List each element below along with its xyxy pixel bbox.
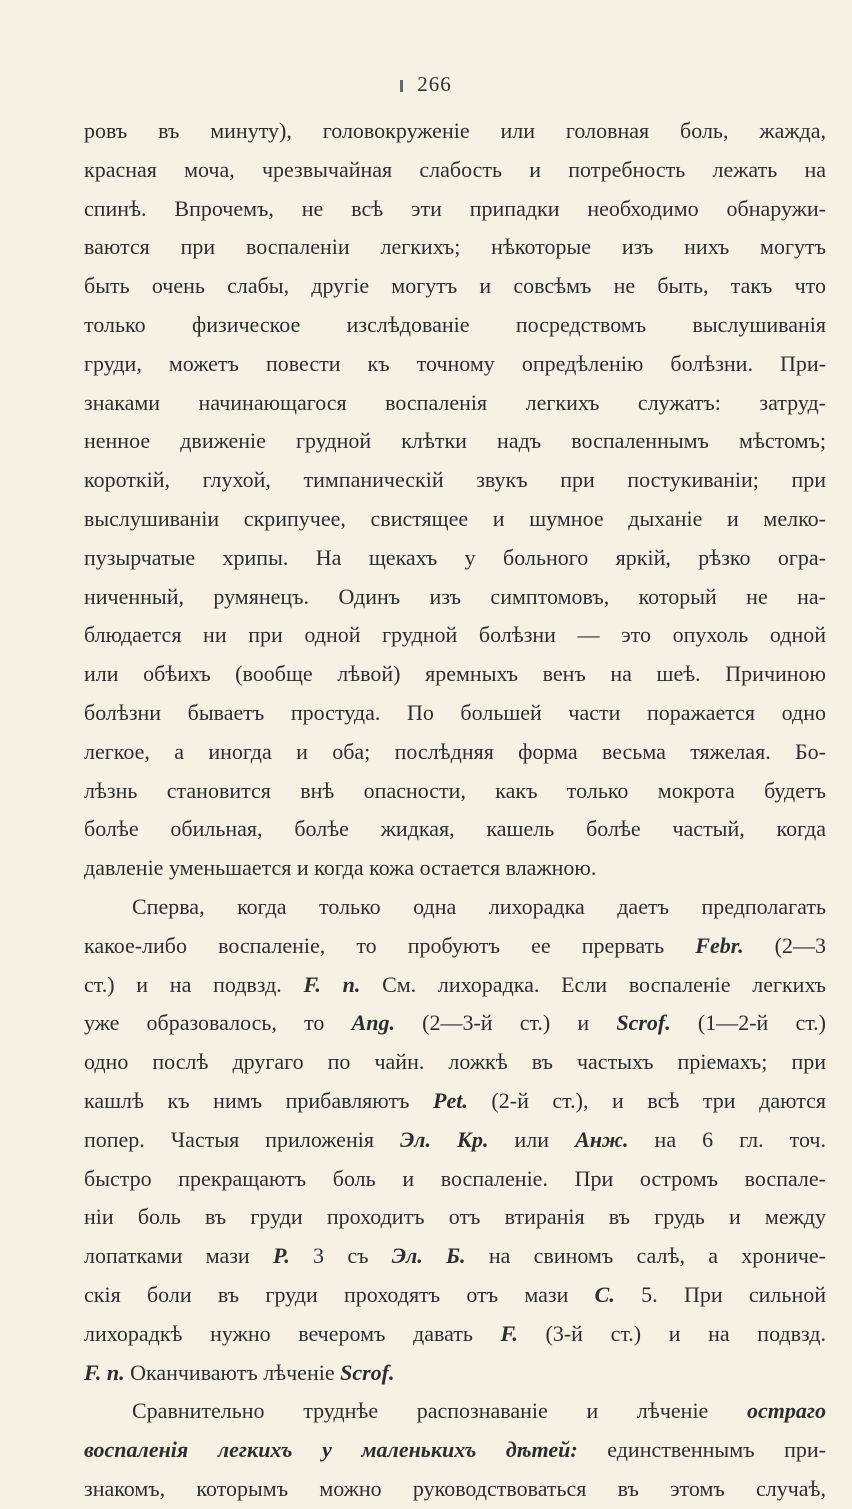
text-line — [84, 1004, 826, 1043]
body-text — [84, 112, 826, 1509]
text-line: блюдается ни при одной грудной болѣзни — это опухоль одной — [84, 622, 826, 648]
text-segment: ст.) и на подвзд. — [84, 971, 304, 997]
emphasized-text: F. — [500, 1320, 518, 1346]
emphasized-text: воспаленія легкихъ у маленькихъ дѣтей: — [84, 1437, 578, 1463]
text-line: спинѣ. Впрочемъ, не всѣ эти припадки необходимо обнаружи- — [84, 195, 826, 221]
emphasized-text: Scrof. — [340, 1359, 395, 1385]
text-line — [84, 1392, 826, 1431]
text-line — [84, 1082, 826, 1121]
text-segment: на свиномъ салѣ, а хрониче- — [465, 1243, 826, 1269]
text-segment: См. лихорадка. Если воспаленіе легкихъ — [360, 971, 826, 997]
emphasized-text: Эл. Б. — [391, 1243, 466, 1269]
text-segment: кашлѣ къ нимъ прибавляютъ — [84, 1087, 434, 1113]
text-line: давленіе уменьшается и когда кожа остается влажною. — [84, 855, 597, 881]
text-line — [84, 1315, 826, 1354]
page-number-text: 266 — [417, 72, 452, 96]
margin-mark — [400, 80, 403, 92]
text-line: ненное движеніе грудной клѣтки надъ воспаленнымъ мѣстомъ; — [84, 428, 826, 454]
text-line: быть очень слабы, другіе могутъ и совсѣмъ не быть, такъ что — [84, 273, 826, 299]
text-line — [84, 1237, 826, 1276]
text-line: пузырчатые хрипы. На щекахъ у больного яркій, рѣзко огра- — [84, 544, 826, 570]
text-line: знаками начинающагося воспаленія легкихъ служатъ: затруд- — [84, 389, 826, 415]
emphasized-text: Анж. — [575, 1126, 629, 1152]
text-line: Сперва, когда только одна лихорадка даетъ предполагать — [132, 893, 826, 919]
text-line — [84, 1276, 826, 1315]
text-segment: лопатками мази — [84, 1243, 273, 1269]
text-segment: 5. При сильной — [614, 1281, 826, 1307]
text-line: болѣзни бываетъ простуда. По большей части поражается одно — [84, 699, 826, 725]
text-segment: какое-либо воспаленіе, то пробуютъ ее прервать — [84, 932, 696, 958]
text-segment: на 6 гл. точ. — [628, 1126, 826, 1152]
emphasized-text: Ang. — [351, 1010, 395, 1036]
text-line — [84, 927, 826, 966]
text-segment: Сравнительно труднѣе распознаваніе и лѣченіе — [132, 1398, 747, 1424]
emphasized-text: С. — [594, 1281, 615, 1307]
text-line: выслушиваніи скрипучее, свистящее и шумное дыханіе и мелко- — [84, 505, 826, 531]
text-line — [84, 1354, 826, 1393]
page-number — [0, 72, 852, 97]
text-segment: (2-й ст.), и всѣ три даются — [467, 1087, 826, 1113]
text-segment: скія боли въ груди проходятъ отъ мази — [84, 1281, 595, 1307]
emphasized-text: Scrof. — [616, 1010, 671, 1036]
text-line: только физическое изслѣдованіе посредствомъ выслушиванія — [84, 311, 826, 337]
text-line — [84, 1121, 826, 1160]
emphasized-text: Р. — [272, 1243, 290, 1269]
text-line: одно послѣ другаго по чайн. ложкѣ въ частыхъ пріемахъ; при — [84, 1049, 826, 1075]
text-segment: попер. Частыя приложенія — [84, 1126, 401, 1152]
text-line: короткій, глухой, тимпаническій звукъ при постукиваніи; при — [84, 467, 826, 493]
text-line: красная моча, чрезвычайная слабость и потребность лежать на — [84, 156, 826, 182]
text-segment: 3 съ — [289, 1243, 392, 1269]
text-line: ніи боль въ груди проходитъ отъ втиранія въ грудь и между — [84, 1204, 826, 1230]
text-line: или обѣихъ (вообще лѣвой) яремныхъ венъ на шеѣ. Причиною — [84, 661, 826, 687]
text-segment: (2—3-й ст.) и — [394, 1010, 617, 1036]
emphasized-text: Febr. — [695, 932, 744, 958]
text-line: знакомъ, которымъ можно руководствоваться въ этомъ случаѣ, — [84, 1475, 826, 1501]
text-segment: лихорадкѣ нужно вечеромъ давать — [84, 1320, 501, 1346]
text-line: ниченный, румянецъ. Одинъ изъ симптомовъ, который не на- — [84, 583, 826, 609]
emphasized-text: остраго — [747, 1398, 826, 1424]
text-segment: уже образовалось, то — [84, 1010, 352, 1036]
text-line: легкое, а иногда и оба; послѣдняя форма весьма тяжелая. Бо- — [84, 738, 826, 764]
text-line — [84, 966, 826, 1005]
text-segment: или — [488, 1126, 576, 1152]
text-segment: Оканчиваютъ лѣченіе — [124, 1359, 341, 1385]
emphasized-text: F. n. — [303, 971, 361, 997]
text-line: быстро прекращаютъ боль и воспаленіе. При остромъ воспале- — [84, 1165, 826, 1191]
text-line: ваются при воспаленіи легкихъ; нѣкоторые изъ нихъ могутъ — [84, 234, 826, 260]
text-segment: (2—3 — [743, 932, 826, 958]
emphasized-text: Эл. Кр. — [400, 1126, 489, 1152]
emphasized-text: F. n. — [84, 1359, 125, 1385]
text-segment: (3-й ст.) и на подвзд. — [517, 1320, 826, 1346]
text-line: лѣзнь становится внѣ опасности, какъ только мокрота будетъ — [84, 777, 826, 803]
text-line — [84, 1431, 826, 1470]
text-line: болѣе обильная, болѣе жидкая, кашель болѣе частый, когда — [84, 816, 826, 842]
text-line: груди, можетъ повести къ точному опредѣленію болѣзни. При- — [84, 350, 826, 376]
text-segment: (1—2-й ст.) — [670, 1010, 826, 1036]
text-segment: единственнымъ при- — [577, 1437, 826, 1463]
emphasized-text: Pet. — [433, 1087, 468, 1113]
text-line: ровъ въ минуту), головокруженіе или головная боль, жажда, — [84, 118, 826, 143]
